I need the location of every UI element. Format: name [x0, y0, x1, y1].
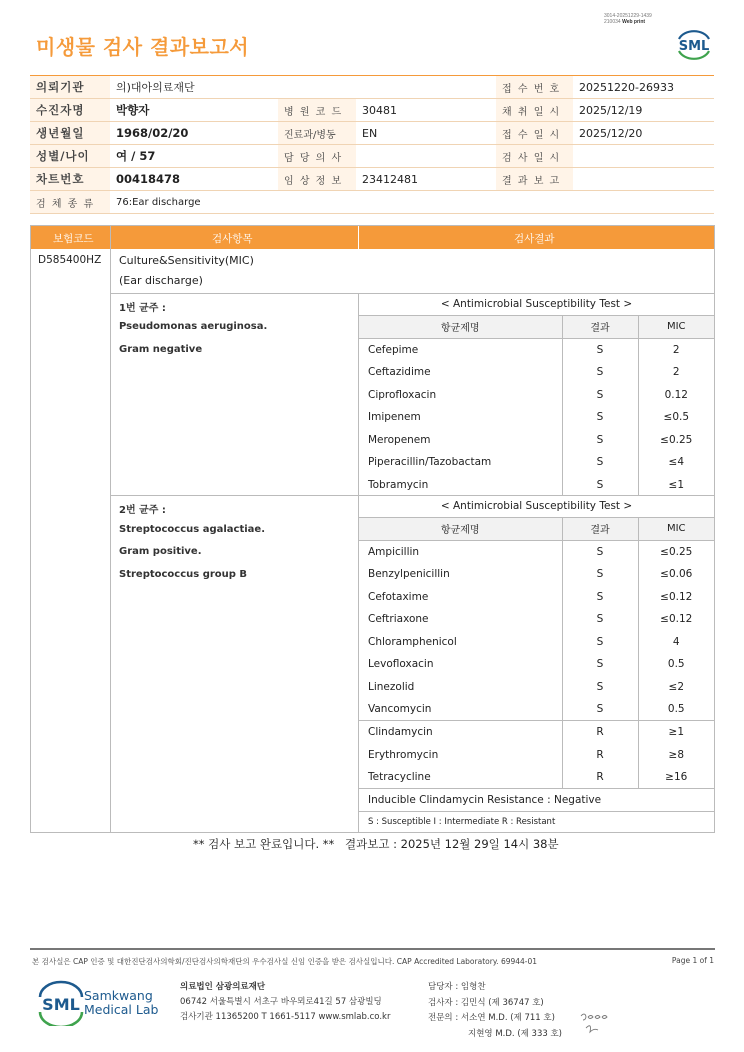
divider: [358, 226, 359, 249]
drug-name: Tetracycline: [368, 771, 431, 784]
result-table: [30, 225, 715, 833]
drug-name: Ampicillin: [368, 545, 420, 558]
ast-title: < Antimicrobial Susceptibility Test >: [359, 495, 714, 518]
birth-label: 생년월일: [30, 122, 110, 145]
info-row: [30, 122, 714, 145]
birth-value: 1968/02/20: [110, 122, 278, 145]
ast-row: [359, 744, 714, 767]
ast-row: [359, 429, 714, 452]
mic-value: ≤0.25: [638, 429, 714, 452]
ast-table-1: [359, 293, 714, 496]
drug-name: Meropenem: [368, 433, 431, 446]
sir-result: S: [562, 563, 638, 586]
divider: [110, 226, 111, 832]
ast-row: [359, 766, 714, 789]
print-code: 210034: [604, 19, 621, 25]
print-tag: Web print: [622, 19, 646, 25]
ast-row: [359, 676, 714, 699]
sir-result: R: [562, 766, 638, 789]
ast-body-2-resistant: [359, 721, 714, 789]
specimen-label: 검 체 종 류: [30, 191, 110, 214]
lab-address-block: [180, 980, 390, 1025]
drug-name: Imipenem: [368, 411, 421, 424]
drug-name: Linezolid: [368, 681, 415, 694]
ast-body-1: [359, 338, 714, 496]
staff-tester: 검사자 : 김민식 (제 36747 호): [428, 997, 544, 1008]
sir-result: S: [562, 338, 638, 361]
staff-specialist-2: 지현영 M.D. (제 333 호): [468, 1028, 563, 1039]
completion-message: ** 검사 보고 완료입니다. **: [193, 837, 335, 851]
report-title: 미생물 검사 결과보고서: [36, 35, 250, 59]
mic-value: 2: [638, 361, 714, 384]
ast-row: [359, 338, 714, 361]
report-label: 결 과 보 고: [496, 168, 573, 191]
drug-name: Cefotaxime: [368, 590, 429, 603]
mic-value: ≤0.12: [638, 585, 714, 608]
specimen-value: 76:Ear discharge: [110, 191, 714, 214]
ast-row: [359, 585, 714, 608]
dept-value: EN: [356, 122, 496, 145]
ast-row: [359, 383, 714, 406]
sir-result: S: [562, 585, 638, 608]
dept-label: 진료과/병동: [278, 122, 356, 145]
address: 06742 서울특별시 서초구 바우뫼로41길 57 삼광빌딩: [180, 997, 382, 1007]
sexage-value: 여 / 57: [110, 145, 278, 168]
report-value: [573, 168, 714, 191]
insurance-code: D585400HZ: [38, 254, 102, 266]
page-number: Page 1 of 1: [671, 956, 714, 965]
drug-name: Tobramycin: [368, 479, 429, 492]
drug-name: Benzylpenicillin: [368, 568, 450, 581]
sml-logo-text: SML: [678, 39, 710, 54]
receipt-date-value: 2025/12/20: [573, 122, 714, 145]
sml-logo-icon: [673, 27, 715, 61]
receipt-no-value: 20251220-26933: [573, 76, 714, 99]
sir-result: S: [562, 383, 638, 406]
ast-table-2: [359, 495, 714, 832]
col-result-header: 검사결과: [514, 233, 555, 245]
requester-label: 의뢰기관: [30, 76, 110, 99]
mic-value: 0.5: [638, 698, 714, 721]
org-name: 의료법인 삼광의료재단: [180, 982, 266, 992]
signature-icon: [578, 1008, 610, 1038]
patient-label: 수진자명: [30, 99, 110, 122]
ast-row: [359, 721, 714, 744]
mic-value: ≥1: [638, 721, 714, 744]
clinical-label: 임 상 정 보: [278, 168, 356, 191]
drug-name: Ceftriaxone: [368, 613, 429, 626]
ast-row: [359, 361, 714, 384]
patient-value: 박향자: [110, 99, 278, 122]
sir-result: S: [562, 429, 638, 452]
drug-name: Cefepime: [368, 343, 419, 356]
receipt-no-label: 접 수 번 호: [496, 76, 573, 99]
sir-legend: S : Susceptible I : Intermediate R : Resistant: [368, 817, 556, 828]
sir-result: S: [562, 631, 638, 654]
collect-date-value: 2025/12/19: [573, 99, 714, 122]
sml-footer-logo-icon: [36, 980, 86, 1026]
chart-label: 차트번호: [30, 168, 110, 191]
ast-row: [359, 406, 714, 429]
test-date-value: [573, 145, 714, 168]
test-specimen: (Ear discharge): [119, 274, 203, 287]
brand-name: [84, 989, 158, 1017]
sir-result: S: [562, 540, 638, 563]
organism-2-label: 2번 균주 :: [119, 505, 166, 516]
mic-value: ≥8: [638, 744, 714, 767]
mic-value: ≤0.12: [638, 608, 714, 631]
col-mic-header: MIC: [638, 518, 714, 541]
drug-name: Vancomycin: [368, 703, 432, 716]
ast-row: [359, 563, 714, 586]
drug-name: Chloramphenicol: [368, 635, 457, 648]
col-code-header: 보험코드: [53, 233, 94, 245]
sexage-label: 성별/나이: [30, 145, 110, 168]
info-row: [30, 99, 714, 122]
sir-result: S: [562, 361, 638, 384]
hospital-code-value: 30481: [356, 99, 496, 122]
organism-2-group: Streptococcus group B: [119, 569, 248, 580]
info-row: [30, 191, 714, 214]
doctor-value: [356, 145, 496, 168]
contact: 검사기관 11365200 T 1661-5117 www.smlab.co.kr: [180, 1012, 391, 1022]
sir-result: S: [562, 608, 638, 631]
mic-value: 0.12: [638, 383, 714, 406]
organism-1-gram: Gram negative: [119, 344, 203, 355]
sir-result: S: [562, 698, 638, 721]
sir-result: R: [562, 744, 638, 767]
brand-line-1: Samkwang: [84, 988, 153, 1003]
patient-info-table: [30, 75, 714, 214]
col-result-header: 결과: [562, 518, 638, 541]
col-drug-header: 항균제명: [359, 316, 562, 339]
mic-value: 0.5: [638, 653, 714, 676]
mic-value: ≤0.25: [638, 540, 714, 563]
receipt-date-label: 접 수 일 시: [496, 122, 573, 145]
ast-row: [359, 540, 714, 563]
organism-2-name: Streptococcus agalactiae.: [119, 524, 266, 535]
ast-row: [359, 653, 714, 676]
doctor-label: 담 당 의 사: [278, 145, 356, 168]
brand-line-2: Medical Lab: [84, 1002, 159, 1017]
mic-value: 2: [638, 338, 714, 361]
staff-manager: 담당자 : 임형찬: [428, 982, 486, 992]
drug-name: Ciprofloxacin: [368, 388, 437, 401]
accreditation-note: 본 검사실은 CAP 인증 및 대한진단검사의학회/진단검사의학재단의 우수검사실 신임 인증을 받은 검사실입니다. CAP Accredited Laboratory. 69944-01: [32, 957, 538, 966]
footer-divider: [30, 948, 715, 950]
inducible-clindamycin: Inducible Clindamycin Resistance : Negative: [359, 789, 714, 812]
print-meta: [604, 13, 652, 25]
staff-block: [428, 980, 562, 1042]
col-drug-header: 항균제명: [359, 518, 562, 541]
info-row: [30, 168, 714, 191]
mic-value: ≥16: [638, 766, 714, 789]
print-id: 3014-20251229-1439: [604, 13, 652, 19]
sir-result: S: [562, 406, 638, 429]
mic-value: ≤0.5: [638, 406, 714, 429]
ast-row: [359, 451, 714, 474]
chart-value: 00418478: [110, 168, 278, 191]
col-result-header: 결과: [562, 316, 638, 339]
mic-value: ≤1: [638, 474, 714, 497]
report-time: 결과보고 : 2025년 12월 29일 14시 38분: [345, 837, 559, 851]
drug-name: Erythromycin: [368, 748, 439, 761]
requester-value: 의)대아의료재단: [110, 76, 496, 99]
info-row: [30, 145, 714, 168]
result-header: [31, 226, 714, 249]
sir-result: S: [562, 474, 638, 497]
drug-name: Levofloxacin: [368, 658, 434, 671]
hospital-code-label: 병 원 코 드: [278, 99, 356, 122]
organism-2-gram: Gram positive.: [119, 546, 202, 557]
staff-specialist-1: 전문의 : 서소연 M.D. (제 711 호): [428, 1013, 555, 1023]
collect-date-label: 채 취 일 시: [496, 99, 573, 122]
col-item-header: 검사항목: [212, 233, 253, 245]
sir-result: R: [562, 721, 638, 744]
drug-name: Ceftazidime: [368, 366, 431, 379]
drug-name: Clindamycin: [359, 721, 562, 744]
ast-row: [359, 631, 714, 654]
sir-result: S: [562, 676, 638, 699]
test-date-label: 검 사 일 시: [496, 145, 573, 168]
organism-1-name: Pseudomonas aeruginosa.: [119, 321, 268, 332]
ast-title: < Antimicrobial Susceptibility Test >: [359, 293, 714, 316]
sir-result: S: [562, 653, 638, 676]
ast-body-2: [359, 540, 714, 721]
col-mic-header: MIC: [638, 316, 714, 339]
ast-row: [359, 474, 714, 497]
mic-value: ≤2: [638, 676, 714, 699]
mic-value: 4: [638, 631, 714, 654]
mic-value: ≤4: [638, 451, 714, 474]
organism-1-label: 1번 균주 :: [119, 303, 166, 314]
mic-value: ≤0.06: [638, 563, 714, 586]
ast-row: [359, 698, 714, 721]
drug-name: Piperacillin/Tazobactam: [368, 456, 492, 469]
sml-footer-logo-text: SML: [42, 995, 80, 1014]
clinical-value: 23412481: [356, 168, 496, 191]
ast-row: [359, 608, 714, 631]
info-row: [30, 76, 714, 99]
test-name: Culture&Sensitivity(MIC): [119, 254, 254, 267]
sir-result: S: [562, 451, 638, 474]
